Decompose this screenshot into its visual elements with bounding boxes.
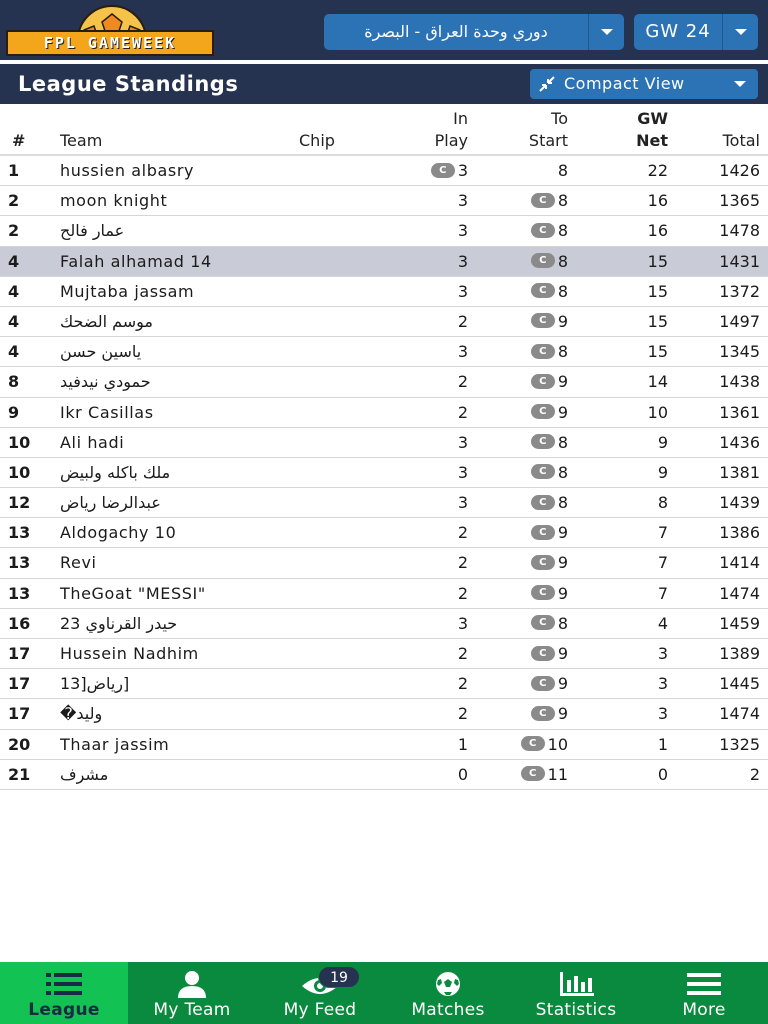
header-gw-net-line2: Net [636,131,668,150]
to-start-value: 8 [557,493,568,513]
nav-my-team-label: My Team [153,1000,231,1020]
gw-net-cell: 16 [647,221,668,241]
rank-cell: 21 [8,764,31,784]
rank-cell: 10 [8,432,31,452]
gw-net-cell: 3 [657,644,668,663]
rank-cell: 4 [8,281,20,301]
gw-net-cell: 15 [647,342,668,362]
in-play-cell [458,428,468,458]
gw-net-cell: 0 [657,764,668,784]
gw-net-cell: 7 [657,523,668,543]
gameweek-select[interactable] [634,14,758,50]
in-play-value: 2 [457,583,468,603]
in-play-value: 3 [457,251,468,271]
to-start-value: 8 [557,191,568,211]
header-chip: Chip [299,131,335,150]
gw-net-cell: 15 [647,311,668,331]
standings-header [0,64,768,104]
to-start-cell [531,669,568,699]
rank-cell: 20 [8,734,31,754]
to-start-cell [531,548,568,578]
header-to-start-line2: Start [528,131,568,150]
captain-chip-icon: C [521,766,545,781]
in-play-value: 3 [457,161,468,180]
in-play-cell [458,216,468,246]
table-row[interactable] [0,367,768,397]
rank-cell: 4 [8,342,20,362]
to-start-value: 8 [557,462,568,482]
captain-chip-icon: C [531,495,555,510]
view-dropdown[interactable] [722,69,758,99]
captain-chip-icon: C [531,676,555,691]
captain-chip-icon: C [531,313,555,328]
person-icon [172,970,212,998]
standings-table [0,104,768,790]
gameweek-select-dropdown[interactable] [722,14,758,50]
page-title: League Standings [18,72,239,96]
to-start-value: 8 [557,613,568,633]
to-start-value: 9 [557,311,568,331]
table-row[interactable] [0,186,768,216]
gw-net-cell: 15 [647,251,668,271]
to-start-value: 9 [557,372,568,392]
team-name-link[interactable]: ملك باكله ولبيض [60,462,171,482]
rank-cell: 16 [8,613,31,633]
total-cell: 1345 [719,342,760,362]
in-play-cell [458,548,468,578]
nav-matches-label: Matches [411,1000,485,1020]
to-start-value: 8 [557,342,568,362]
header-in-play-line1: In [453,109,468,128]
in-play-cell [458,186,468,216]
nav-statistics-label: Statistics [535,1000,617,1020]
gw-net-cell: 7 [657,583,668,603]
header-team: Team [60,131,103,150]
gw-net-cell: 1 [657,734,668,754]
captain-chip-icon: C [531,344,555,359]
chevron-down-icon [601,29,613,35]
in-play-value: 3 [457,221,468,241]
in-play-value: 2 [457,372,468,392]
bar-chart-icon [556,970,596,998]
in-play-value: 2 [457,553,468,573]
in-play-value: 2 [457,311,468,331]
table-row[interactable] [0,216,768,246]
in-play-cell [458,669,468,699]
in-play-value: 3 [457,493,468,513]
captain-chip-icon: C [531,615,555,630]
list-icon [44,970,84,998]
total-cell: 1365 [719,191,760,211]
menu-icon [684,970,724,998]
table-row[interactable] [0,609,768,639]
to-start-cell [531,186,568,216]
rank-cell: 4 [8,251,20,271]
captain-chip-icon: C [531,404,555,419]
total-cell: 1372 [719,281,760,301]
to-start-cell [531,367,568,397]
in-play-value: 0 [457,764,468,784]
team-name-link[interactable]: حمودي نيدفيد [60,372,151,392]
total-cell: 1414 [719,553,760,573]
to-start-value: 8 [557,432,568,452]
team-name-link[interactable]: hussien albasry [60,161,195,180]
team-name-link[interactable]: وليد� [60,704,103,724]
rank-cell: 13 [8,523,31,543]
total-cell: 1381 [719,462,760,482]
app-logo[interactable] [6,4,214,56]
captain-chip-icon: C [531,585,555,600]
team-name-link[interactable]: moon knight [60,191,168,211]
total-cell: 1325 [719,734,760,754]
chevron-down-icon [735,29,747,35]
in-play-cell [458,247,468,277]
in-play-cell [458,367,468,397]
team-name-link[interactable]: عبدالرضا رياض [60,493,161,513]
gw-net-cell: 4 [657,613,668,633]
team-name-link[interactable]: TheGoat "MESSI" [60,583,206,603]
to-start-value: 9 [557,704,568,724]
table-row[interactable] [0,247,768,277]
to-start-cell [531,579,568,609]
header-to-start-line1: To [551,109,568,128]
team-name-link[interactable]: Ali hadi [60,432,125,452]
table-row[interactable] [0,156,768,186]
to-start-cell [531,609,568,639]
rank-cell: 17 [8,704,31,724]
rank-cell: 17 [8,674,31,694]
to-start-value: 8 [557,221,568,241]
to-start-cell [531,458,568,488]
nav-statistics[interactable] [512,962,640,1024]
league-select-value: دوري وحدة العراق - البصرة [364,22,548,41]
to-start-cell [531,337,568,367]
in-play-cell [458,639,468,669]
gw-net-cell: 8 [657,493,668,513]
league-select[interactable] [324,14,624,50]
compact-view-label: Compact View [564,74,685,93]
in-play-value: 3 [457,613,468,633]
captain-chip-icon: C [431,163,455,178]
to-start-cell [531,307,568,337]
captain-chip-icon: C [531,223,555,238]
table-row[interactable] [0,579,768,609]
rank-cell: 1 [8,161,20,180]
captain-chip-icon: C [531,464,555,479]
nav-more[interactable] [640,962,768,1024]
gw-net-cell: 9 [657,432,668,452]
team-name-link[interactable]: Revi [60,553,97,573]
total-cell: 1445 [719,674,760,694]
in-play-cell [458,730,468,760]
in-play-value: 2 [457,523,468,543]
rank-cell: 10 [8,462,31,482]
table-row[interactable] [0,458,768,488]
league-select-dropdown[interactable] [588,14,624,50]
total-cell: 1474 [719,583,760,603]
in-play-cell [431,156,468,186]
total-cell: 1474 [719,704,760,724]
team-name-link[interactable]: Ikr Casillas [60,402,154,422]
to-start-cell [531,216,568,246]
table-row[interactable] [0,730,768,760]
in-play-value: 3 [457,281,468,301]
table-row[interactable] [0,669,768,699]
to-start-cell [521,760,568,790]
in-play-value: 1 [457,734,468,754]
to-start-value: 9 [557,674,568,694]
in-play-value: 2 [457,402,468,422]
to-start-cell [558,156,568,186]
table-row[interactable] [0,639,768,669]
table-row[interactable] [0,428,768,458]
captain-chip-icon: C [531,283,555,298]
in-play-cell [458,277,468,307]
to-start-cell [531,488,568,518]
team-name-link[interactable]: Aldogachy 10 [60,523,177,543]
in-play-value: 2 [457,674,468,694]
total-cell: 1459 [719,613,760,633]
gw-net-cell: 14 [647,372,668,392]
to-start-value: 9 [557,402,568,422]
total-cell: 1386 [719,523,760,543]
in-play-cell [458,337,468,367]
total-cell: 1361 [719,402,760,422]
total-cell: 1436 [719,432,760,452]
gw-net-cell: 9 [657,462,668,482]
captain-chip-icon: C [521,736,545,751]
nav-league-label: League [28,1000,100,1020]
rank-cell: 2 [8,221,20,241]
team-name-link[interactable]: عمار فالح [60,221,125,241]
logo-plate [6,30,214,56]
to-start-cell [531,518,568,548]
captain-chip-icon: C [531,646,555,661]
in-play-cell [458,760,468,790]
in-play-value: 3 [457,462,468,482]
in-play-cell [458,518,468,548]
compact-view-button[interactable] [530,69,758,99]
to-start-value: 8 [557,251,568,271]
captain-chip-icon: C [531,193,555,208]
in-play-cell [458,398,468,428]
nav-my-team[interactable] [128,962,256,1024]
to-start-value: 8 [557,281,568,301]
to-start-cell [531,398,568,428]
in-play-cell [458,699,468,729]
total-cell: 1389 [719,644,760,663]
in-play-cell [458,488,468,518]
table-row[interactable] [0,277,768,307]
soccer-ball-icon [428,970,468,998]
team-name-link[interactable]: [رياض[13 [60,674,130,694]
table-header [0,104,768,156]
to-start-cell [531,247,568,277]
rank-cell: 9 [8,402,20,422]
total-cell: 2 [749,764,760,784]
in-play-value: 2 [457,704,468,724]
header-gw-net-line1: GW [637,109,668,128]
captain-chip-icon: C [531,434,555,449]
team-name-link[interactable]: حيدر القرناوي 23 [60,613,178,633]
rank-cell: 8 [8,372,20,392]
to-start-value: 8 [557,161,568,180]
to-start-cell [531,699,568,729]
gw-net-cell: 16 [647,191,668,211]
team-name-link[interactable]: ياسين حسن [60,342,142,362]
in-play-value: 2 [457,644,468,663]
gw-net-cell: 3 [657,704,668,724]
gw-net-cell: 3 [657,674,668,694]
logo-text: FPL GAMEWEEK [43,34,177,52]
gw-net-cell: 7 [657,553,668,573]
header-rank: # [12,131,26,150]
team-name-link[interactable]: Mujtaba jassam [60,281,195,301]
team-name-link[interactable]: Falah alhamad 14 [60,251,212,271]
rank-cell: 12 [8,493,31,513]
table-row[interactable] [0,760,768,790]
table-body [0,156,768,790]
rank-cell: 17 [8,644,31,663]
team-name-link[interactable]: موسم الضحك [60,311,153,331]
in-play-cell [458,579,468,609]
bottom-nav [0,962,768,1024]
gw-net-cell: 22 [647,161,668,180]
to-start-value: 9 [557,644,568,663]
header-in-play-line2: Play [434,131,468,150]
total-cell: 1439 [719,493,760,513]
to-start-cell [521,730,568,760]
rank-cell: 4 [8,311,20,331]
feed-count-badge: 19 [318,966,360,988]
captain-chip-icon: C [531,706,555,721]
in-play-value: 3 [457,342,468,362]
gameweek-select-value: GW 24 [645,21,711,42]
nav-matches[interactable] [384,962,512,1024]
to-start-value: 9 [557,523,568,543]
in-play-cell [458,609,468,639]
team-name-link[interactable]: Thaar jassim [60,734,170,754]
team-name-link[interactable]: Hussein Nadhim [60,644,199,663]
table-row[interactable] [0,488,768,518]
in-play-value: 3 [457,191,468,211]
nav-league[interactable] [0,962,128,1024]
top-bar [0,0,768,60]
table-row[interactable] [0,518,768,548]
to-start-cell [531,639,568,669]
team-name-link[interactable]: مشرف [60,764,109,784]
table-row[interactable] [0,307,768,337]
total-cell: 1438 [719,372,760,392]
captain-chip-icon: C [531,374,555,389]
to-start-value: 9 [557,553,568,573]
rank-cell: 2 [8,191,20,211]
in-play-cell [458,458,468,488]
nav-my-feed-label: My Feed [283,1000,357,1020]
compress-arrows-icon [538,75,556,93]
chevron-down-icon [734,81,746,87]
to-start-value: 9 [557,583,568,603]
table-row[interactable] [0,548,768,578]
to-start-value: 11 [547,764,568,784]
total-cell: 1426 [719,161,760,180]
table-row[interactable] [0,699,768,729]
total-cell: 1478 [719,221,760,241]
table-row[interactable] [0,337,768,367]
in-play-cell [458,307,468,337]
gw-net-cell: 15 [647,281,668,301]
captain-chip-icon: C [531,555,555,570]
gw-net-cell: 10 [647,402,668,422]
to-start-value: 10 [547,734,568,754]
in-play-value: 3 [457,432,468,452]
total-cell: 1497 [719,311,760,331]
total-cell: 1431 [719,251,760,271]
captain-chip-icon: C [531,253,555,268]
captain-chip-icon: C [531,525,555,540]
to-start-cell [531,277,568,307]
rank-cell: 13 [8,553,31,573]
table-row[interactable] [0,398,768,428]
to-start-cell [531,428,568,458]
rank-cell: 13 [8,583,31,603]
nav-more-label: More [682,1000,726,1020]
header-total: Total [722,131,760,150]
